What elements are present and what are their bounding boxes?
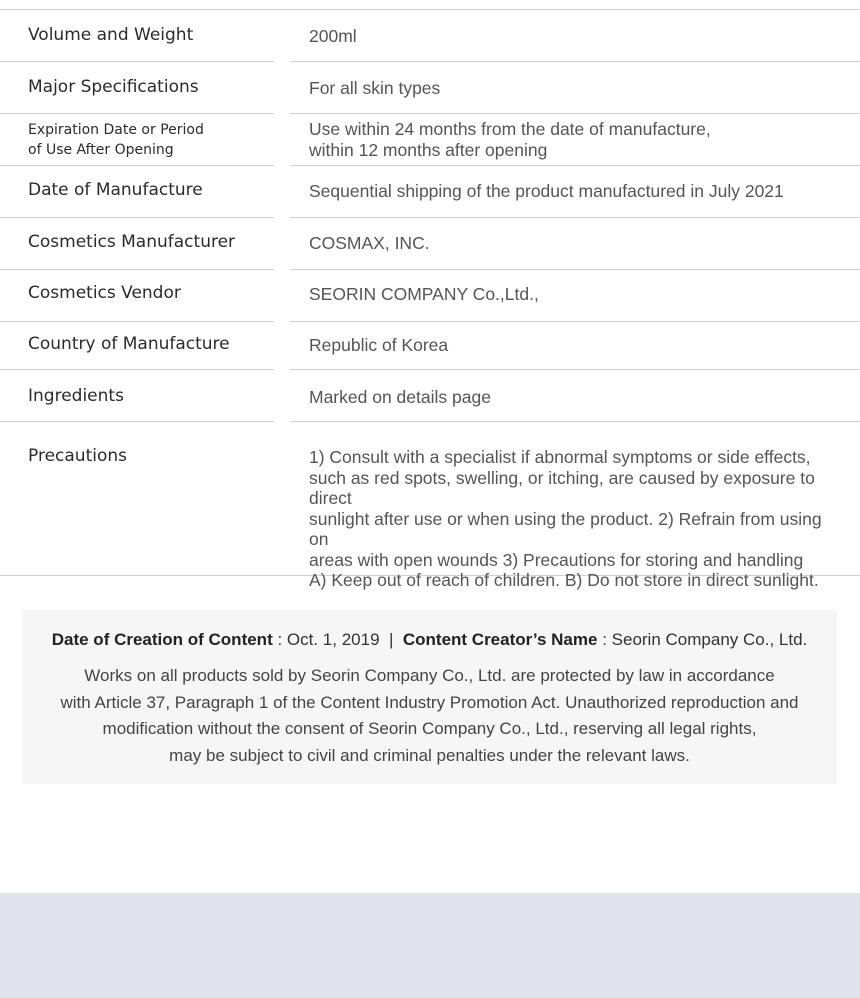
spec-label-country: Country of Manufacture <box>28 334 230 354</box>
row-divider-value <box>290 369 860 370</box>
spec-value-line: Use within 24 months from the date of manufacture, <box>309 119 711 139</box>
spec-value-line: such as red spots, swelling, or itching, are caused by exposure to direct <box>309 467 815 508</box>
spec-label-expiration <box>28 120 268 160</box>
row-divider-value <box>290 269 860 270</box>
content-notice-box <box>22 610 837 784</box>
row-divider-label <box>0 321 274 322</box>
row-divider-label <box>0 61 274 62</box>
spec-label-line: of Use After Opening <box>28 142 174 158</box>
spec-value-volume: 200ml <box>309 26 357 46</box>
row-divider-label <box>0 369 274 370</box>
row-divider-label <box>0 421 274 422</box>
content-credit-line <box>22 629 837 651</box>
spec-label-line: Expiration Date or Period <box>28 122 204 138</box>
copyright-line: may be subject to civil and criminal penalties under the relevant laws. <box>169 745 690 765</box>
spec-value-line: A) Keep out of reach of children. B) Do not store in direct sunlight. <box>309 570 819 590</box>
creation-date-value: : Oct. 1, 2019 <box>277 630 380 649</box>
spec-value-manufacturer: COSMAX, INC. <box>309 233 430 253</box>
spec-value-precautions <box>309 447 839 591</box>
spec-label-major-specs: Major Specifications <box>28 77 199 97</box>
row-divider-value <box>290 321 860 322</box>
spec-label-ingredients: Ingredients <box>28 386 124 406</box>
row-divider-label <box>0 165 274 166</box>
spec-label-manufacturer: Cosmetics Manufacturer <box>28 232 236 252</box>
bottom-band <box>0 893 860 998</box>
spec-value-line: within 12 months after opening <box>309 139 548 160</box>
row-divider-value <box>290 113 860 114</box>
spec-value-major-specs: For all skin types <box>309 78 441 98</box>
copyright-notice <box>22 663 837 769</box>
spec-label-vendor: Cosmetics Vendor <box>28 283 181 303</box>
spec-label-date-of-manufacture: Date of Manufacture <box>28 180 203 200</box>
creation-date-label: Date of Creation of Content <box>51 630 273 649</box>
table-top-divider <box>0 9 860 10</box>
spec-value-date-of-manufacture: Sequential shipping of the product manufactured in July 2021 <box>309 181 784 201</box>
copyright-line: modification without the consent of Seorin Company Co., Ltd., reserving all legal rights, <box>102 719 757 738</box>
spec-value-expiration <box>309 119 839 160</box>
spec-value-ingredients: Marked on details page <box>309 387 491 407</box>
spec-label-precautions: Precautions <box>28 446 127 466</box>
spec-value-line: sunlight after use or when using the product. 2) Refrain from using on <box>309 508 822 549</box>
row-divider-value <box>290 421 860 422</box>
row-divider-value <box>290 217 860 218</box>
row-divider-label <box>0 113 274 114</box>
credit-separator: | <box>388 630 394 649</box>
row-divider-value <box>290 165 860 166</box>
copyright-line: Works on all products sold by Seorin Company Co., Ltd. are protected by law in accordance <box>84 666 775 685</box>
creator-name-label: Content Creator’s Name <box>402 630 598 649</box>
spec-value-country: Republic of Korea <box>309 335 449 355</box>
spec-value-line: areas with open wounds 3) Precautions for storing and handling <box>309 549 804 570</box>
copyright-line: with Article 37, Paragraph 1 of the Content Industry Promotion Act. Unauthorized reproduction and <box>60 692 799 712</box>
row-divider-label <box>0 269 274 270</box>
spec-value-vendor: SEORIN COMPANY Co.,Ltd., <box>309 284 539 304</box>
spec-label-volume: Volume and Weight <box>28 25 194 45</box>
row-divider-value <box>290 61 860 62</box>
spec-value-line: 1) Consult with a specialist if abnormal symptoms or side effects, <box>309 447 811 467</box>
creator-name-value: : Seorin Company Co., Ltd. <box>602 630 808 649</box>
row-divider-label <box>0 217 274 218</box>
